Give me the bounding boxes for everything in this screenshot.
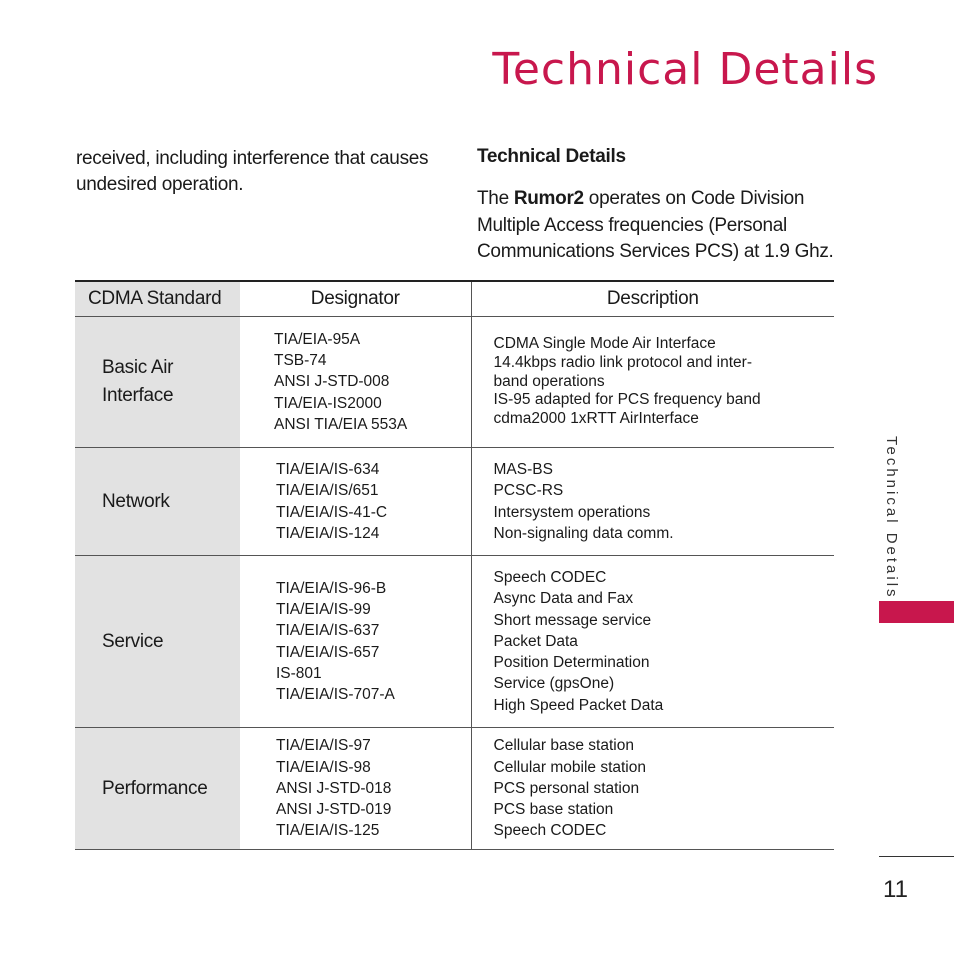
designator-item: IS-801: [276, 664, 322, 682]
description-item: Speech CODEC: [493, 822, 607, 840]
table-header-row: [75, 281, 834, 317]
description-item: IS-95 adapted for PCS frequency band: [493, 391, 761, 409]
body-suffix: operates on Code Division Multiple Access frequencies (Personal Communications Services PCS) at 1.9 Ghz.: [477, 188, 834, 262]
intro-text: received, including interference that causes undesired operation.: [76, 148, 429, 195]
designator-item: ANSI TIA/EIA 553A: [274, 415, 408, 433]
description-list: [494, 335, 835, 429]
standard-cell: [75, 448, 240, 556]
description-item: band operations: [493, 372, 605, 390]
standard-cell: [75, 728, 240, 850]
description-item: Short message service: [493, 611, 652, 629]
section-body: [477, 186, 837, 266]
description-item: PCS base station: [493, 801, 614, 819]
table-row: [75, 556, 834, 728]
designator-cell: [240, 317, 471, 448]
table-row: [75, 317, 834, 448]
description-list: [494, 459, 835, 544]
description-item: Cellular base station: [493, 737, 634, 755]
designator-list: [276, 459, 471, 544]
description-list: [494, 567, 835, 715]
designator-item: TIA/EIA/IS-99: [276, 601, 371, 619]
description-item: Cellular mobile station: [493, 758, 646, 776]
designator-item: TSB-74: [274, 352, 327, 370]
description-item: CDMA Single Mode Air Interface: [493, 335, 716, 352]
side-section-tab: [879, 601, 954, 623]
designator-list: [276, 578, 471, 705]
description-item: PCSC-RS: [493, 482, 564, 500]
cdma-standards-table: [75, 280, 834, 850]
standard-name: Basic Air Interface: [102, 357, 174, 406]
standard-name: Performance: [102, 777, 208, 799]
designator-cell: [240, 556, 471, 728]
description-item: Intersystem operations: [493, 503, 651, 521]
designator-item: TIA/EIA/IS-97: [276, 737, 371, 755]
standard-cell: [75, 317, 240, 448]
header-designator: Designator: [240, 281, 471, 317]
description-cell: [471, 317, 834, 448]
standard-name: Network: [102, 490, 170, 512]
designator-item: ANSI J-STD-018: [276, 779, 392, 797]
header-cdma-standard: CDMA Standard: [75, 281, 240, 317]
designator-item: TIA/EIA/IS-634: [276, 461, 380, 479]
section-heading: Technical Details: [477, 146, 626, 167]
description-item: cdma2000 1xRTT AirInterface: [493, 410, 699, 428]
description-item: Non-signaling data comm.: [493, 524, 674, 542]
designator-item: ANSI J-STD-008: [274, 373, 390, 391]
designator-item: TIA/EIA/IS-98: [276, 758, 371, 776]
designator-item: TIA/EIA-95A: [274, 330, 361, 348]
standard-cell: [75, 556, 240, 728]
designator-item: TIA/EIA/IS-657: [276, 643, 380, 661]
table-row: [75, 728, 834, 850]
standard-name: Service: [102, 630, 164, 652]
designator-cell: [240, 728, 471, 850]
designator-list: [274, 329, 471, 435]
designator-item: TIA/EIA/IS-707-A: [276, 685, 395, 703]
designator-item: TIA/EIA/IS-96-B: [276, 579, 387, 597]
description-item: PCS personal station: [493, 779, 640, 797]
designator-item: TIA/EIA/IS-124: [276, 524, 380, 542]
designator-cell: [240, 448, 471, 556]
page-number-rule: [879, 856, 954, 857]
description-item: Speech CODEC: [493, 569, 607, 587]
page-number: 11: [883, 876, 908, 903]
designator-item: TIA/EIA/IS/651: [276, 482, 379, 500]
description-cell: [471, 448, 834, 556]
designator-item: TIA/EIA/IS-41-C: [276, 503, 388, 521]
designator-item: TIA/EIA/IS-637: [276, 622, 380, 640]
description-item: 14.4kbps radio link protocol and inter-: [493, 353, 752, 371]
description-item: MAS-BS: [493, 461, 553, 479]
description-item: Packet Data: [493, 632, 578, 650]
designator-list: [276, 735, 471, 841]
header-description: Description: [471, 281, 834, 317]
description-item: Position Determination: [493, 654, 650, 672]
description-item: Service (gpsOne): [493, 675, 615, 693]
description-cell: [471, 728, 834, 850]
page-title: Technical Details: [492, 44, 878, 95]
table-row: [75, 448, 834, 556]
designator-item: ANSI J-STD-019: [276, 801, 392, 819]
designator-item: TIA/EIA/IS-125: [276, 822, 380, 840]
side-section-label: Technical Details: [883, 436, 900, 600]
description-cell: [471, 556, 834, 728]
description-item: High Speed Packet Data: [493, 696, 664, 714]
body-prefix: The: [477, 188, 514, 209]
designator-item: TIA/EIA-IS2000: [274, 394, 382, 412]
description-item: Async Data and Fax: [493, 590, 634, 608]
product-name: Rumor2: [513, 188, 584, 209]
description-list: [494, 735, 835, 841]
